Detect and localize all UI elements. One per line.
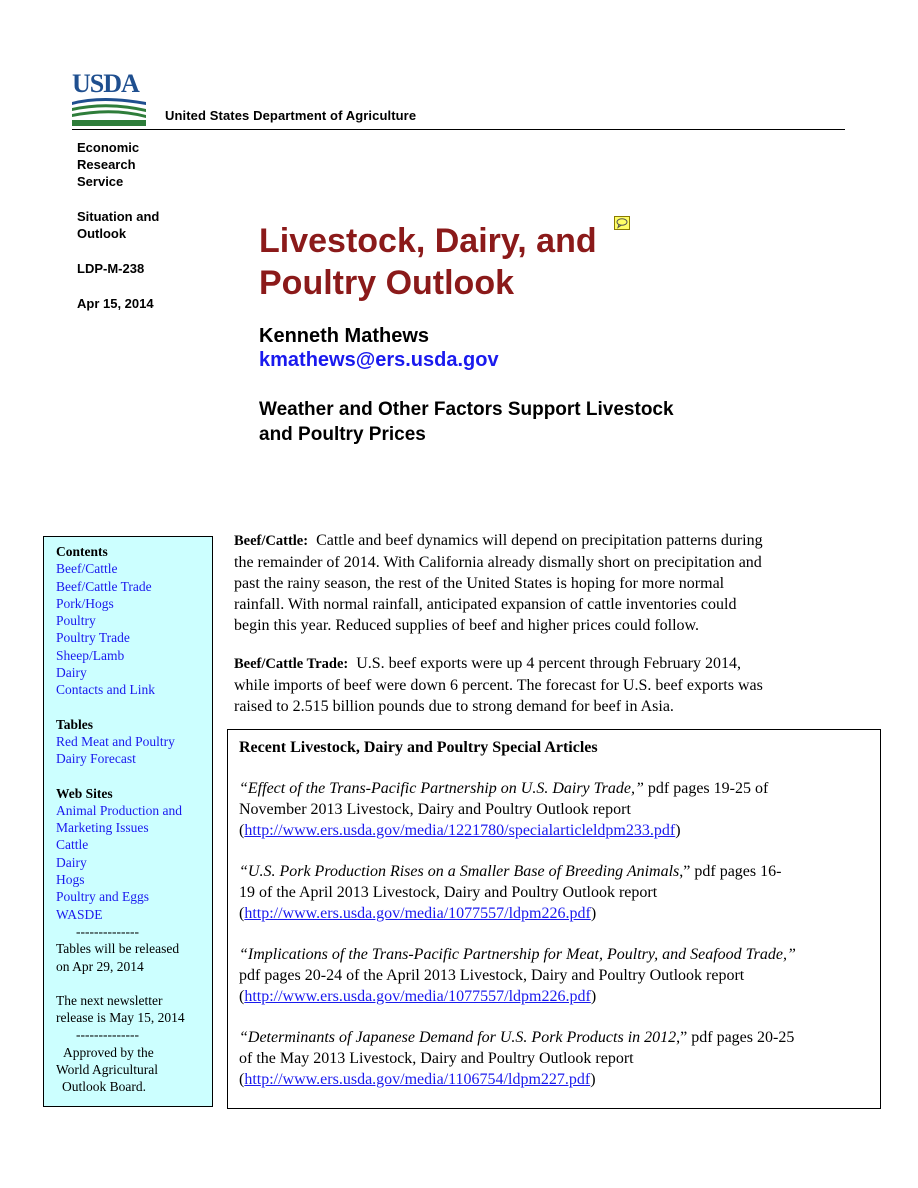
website-link-marketing-issues[interactable]: Marketing Issues <box>56 820 149 836</box>
contents-heading: Contents <box>56 544 108 559</box>
paragraph-line <box>234 653 844 675</box>
website-link-hogs[interactable]: Hogs <box>56 872 85 888</box>
article-line: (http://www.ers.usda.gov/media/1077557/ldpm226.pdf) <box>239 988 597 1005</box>
article-url-link[interactable]: http://www.ers.usda.gov/media/1221780/specialarticleldpm233.pdf <box>244 822 676 839</box>
paragraph-line: begin this year. Reduced supplies of beef and higher prices could follow. <box>234 617 700 634</box>
tables-release-line: on Apr 29, 2014 <box>56 958 144 974</box>
next-release-line: The next newsletter <box>56 992 163 1008</box>
department-name: United States Department of Agriculture <box>165 108 417 123</box>
report-type-line: Outlook <box>77 226 127 241</box>
special-articles-heading: Recent Livestock, Dairy and Poultry Special Articles <box>239 739 598 756</box>
article-url-link[interactable]: http://www.ers.usda.gov/media/1077557/ldpm226.pdf <box>244 905 591 922</box>
article-line: (http://www.ers.usda.gov/media/1221780/specialarticleldpm233.pdf) <box>239 822 681 839</box>
report-type <box>77 208 159 242</box>
article-line <box>239 861 870 882</box>
paragraph-text: Cattle and beef dynamics will depend on precipitation patterns during <box>316 532 763 549</box>
website-link-animal-production[interactable]: Animal Production and <box>56 802 182 818</box>
paragraph-line: past the rainy season, the rest of the United States is hoping for more normal <box>234 575 725 592</box>
paragraph-line: raised to 2.515 billion pounds due to strong demand for beef in Asia. <box>234 698 674 715</box>
report-date: Apr 15, 2014 <box>77 296 154 311</box>
paragraph-line: rainfall. With normal rainfall, anticipated expansion of cattle inventories could <box>234 596 737 613</box>
contents-link-beef-cattle-trade[interactable]: Beef/Cattle Trade <box>56 578 152 594</box>
article-line <box>239 778 870 799</box>
websites-heading: Web Sites <box>56 785 113 801</box>
sidebar <box>43 536 213 1107</box>
report-subtitle <box>259 397 759 447</box>
spacer <box>56 975 212 992</box>
contents-link-poultry[interactable]: Poultry <box>56 613 96 629</box>
article-text: pdf pages 19-25 of <box>643 780 769 797</box>
contents-link-sheep-lamb[interactable]: Sheep/Lamb <box>56 647 125 663</box>
spacer <box>56 699 212 716</box>
paragraph-line: while imports of beef were down 6 percent. The forecast for U.S. beef exports was <box>234 677 763 694</box>
agency-line: Research <box>77 157 136 172</box>
tables-link-red-meat-poultry[interactable]: Red Meat and Poultry <box>56 733 175 749</box>
paragraph-text: U.S. beef exports were up 4 percent through February 2014, <box>356 655 741 672</box>
subtitle-line: and Poultry Prices <box>259 424 426 445</box>
sidebar-divider: -------------- <box>76 1027 139 1043</box>
article-line <box>239 944 870 965</box>
contents-link-poultry-trade[interactable]: Poultry Trade <box>56 630 130 646</box>
article-title: “Implications of the Trans-Pacific Partnership for Meat, Poultry, and Seafood Trade,” <box>239 946 796 963</box>
approved-line: Approved by the <box>63 1044 154 1060</box>
sidebar-divider: -------------- <box>76 923 139 939</box>
special-articles-box <box>227 729 881 1109</box>
author-email-link[interactable]: kmathews@ers.usda.gov <box>259 349 499 371</box>
article-line: pdf pages 20-24 of the April 2013 Livestock, Dairy and Poultry Outlook report <box>239 967 745 984</box>
agency-line: Economic <box>77 140 140 155</box>
header-divider <box>72 129 845 130</box>
article-text: ,” pdf pages 20-25 <box>676 1029 795 1046</box>
paragraph-line <box>234 530 844 552</box>
article-line: (http://www.ers.usda.gov/media/1106754/ldpm227.pdf) <box>239 1071 596 1088</box>
spacer <box>56 768 212 785</box>
section-label: Beef/Cattle: <box>234 533 309 549</box>
article-title: “Effect of the Trans-Pacific Partnership on U.S. Dairy Trade,” <box>239 780 644 797</box>
contents-link-pork-hogs[interactable]: Pork/Hogs <box>56 595 114 611</box>
approved-line: Outlook Board. <box>62 1079 146 1095</box>
website-link-poultry-eggs[interactable]: Poultry and Eggs <box>56 889 149 905</box>
report-id: LDP-M-238 <box>77 261 145 276</box>
special-article <box>239 944 870 1007</box>
contents-link-contacts[interactable]: Contacts and Link <box>56 682 155 698</box>
tables-link-dairy-forecast[interactable]: Dairy Forecast <box>56 751 136 767</box>
contents-link-beef-cattle[interactable]: Beef/Cattle <box>56 561 118 577</box>
article-url-link[interactable]: http://www.ers.usda.gov/media/1077557/ldpm226.pdf <box>244 988 591 1005</box>
page-title <box>259 220 597 304</box>
comment-icon[interactable] <box>614 216 630 230</box>
subtitle-line: Weather and Other Factors Support Livestock <box>259 399 674 420</box>
beef-cattle-trade-paragraph <box>234 653 844 717</box>
usda-logo <box>72 69 146 126</box>
article-line: (http://www.ers.usda.gov/media/1077557/ldpm226.pdf) <box>239 905 597 922</box>
article-url-link[interactable]: http://www.ers.usda.gov/media/1106754/ldpm227.pdf <box>244 1071 591 1088</box>
website-link-cattle[interactable]: Cattle <box>56 837 89 853</box>
special-article <box>239 1027 870 1090</box>
title-line: Livestock, Dairy, and <box>259 222 597 260</box>
agency-line: Service <box>77 174 124 189</box>
special-article <box>239 778 870 841</box>
article-line: of the May 2013 Livestock, Dairy and Poultry Outlook report <box>239 1050 634 1067</box>
usda-logo-hills-icon <box>72 96 146 126</box>
author-name: Kenneth Mathews <box>259 325 430 347</box>
beef-cattle-paragraph <box>234 530 844 636</box>
contents-link-dairy[interactable]: Dairy <box>56 665 87 681</box>
tables-heading: Tables <box>56 716 94 732</box>
website-link-dairy[interactable]: Dairy <box>56 854 87 870</box>
usda-logo-text: USDA <box>72 69 139 98</box>
article-line <box>239 1027 870 1048</box>
article-text: ,” pdf pages 16- <box>679 863 782 880</box>
tables-release-line: Tables will be released <box>56 941 180 957</box>
special-article <box>239 861 870 924</box>
website-link-wasde[interactable]: WASDE <box>56 906 103 922</box>
agency-name <box>77 139 139 190</box>
article-title: “U.S. Pork Production Rises on a Smaller Base of Breeding Animals <box>239 863 680 880</box>
article-line: 19 of the April 2013 Livestock, Dairy and Poultry Outlook report <box>239 884 658 901</box>
approved-line: World Agricultural <box>56 1062 159 1078</box>
report-type-line: Situation and <box>77 209 160 224</box>
article-title: “Determinants of Japanese Demand for U.S. Pork Products in 2012 <box>239 1029 677 1046</box>
section-label: Beef/Cattle Trade: <box>234 656 349 672</box>
title-line: Poultry Outlook <box>259 264 514 302</box>
next-release-line: release is May 15, 2014 <box>56 1010 185 1026</box>
paragraph-line: the remainder of 2014. With California already dismally short on precipitation and <box>234 554 762 571</box>
article-line: November 2013 Livestock, Dairy and Poultry Outlook report <box>239 801 631 818</box>
